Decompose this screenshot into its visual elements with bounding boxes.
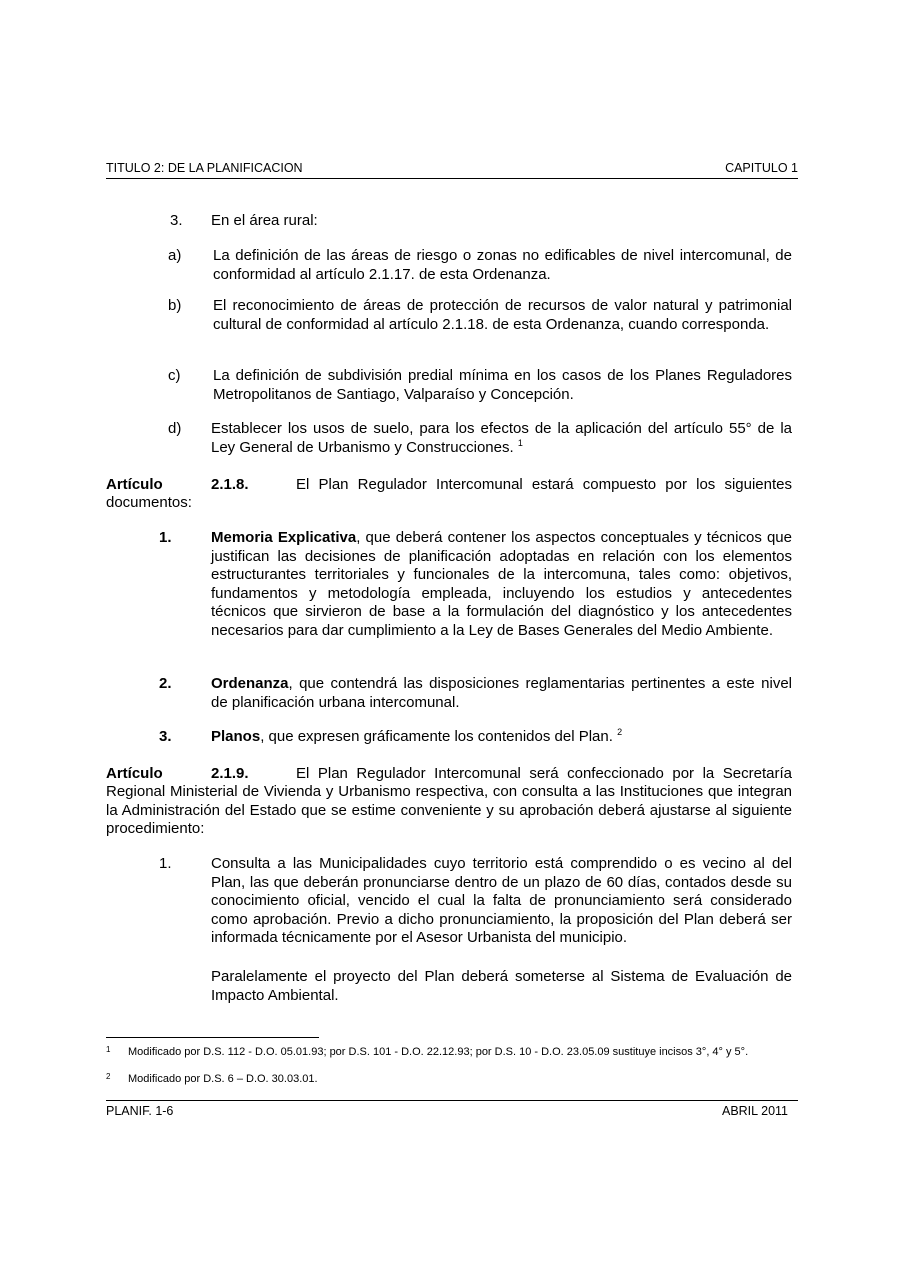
doc-item-1-title: Memoria Explicativa — [211, 529, 357, 546]
article-2-1-9-number: 2.1.9. — [211, 765, 249, 782]
article-2-1-8-number: 2.1.8. — [211, 476, 249, 493]
rural-item-a-text: La definición de las áreas de riesgo o zonas no edificables de nivel intercomunal, de conformidad al artículo 2.1.17. de esta Ordenanza. — [213, 247, 792, 283]
running-header-title: TITULO 2: DE LA PLANIFICACION — [106, 161, 303, 175]
rural-item-b-text: El reconocimiento de áreas de protección de recursos de valor natural y patrimonial cultural de conformidad al artículo 2.1.18. de esta Ordenanza, cuando corresponda. — [213, 297, 792, 333]
rural-heading: En el área rural: — [211, 212, 318, 229]
doc-item-3 — [211, 728, 792, 747]
doc-item-2-number: 2. — [159, 675, 172, 692]
procedure-item-1-text: Consulta a las Municipalidades cuyo territorio está comprendido o es vecino al del Plan, las que deberán pronunciarse dentro de un plazo de 60 días, contados desde su conocimiento oficial, vencido el cual la falta de pronunciamiento será considerado como aprobación. Previo a dicho pronunciamiento, la proposición del Plan deberá ser informada técnicamente por el Asesor Urbanista del municipio. — [211, 855, 792, 946]
doc-item-2 — [211, 675, 792, 712]
doc-item-3-title: Planos — [211, 728, 261, 745]
running-header-chapter: CAPITULO 1 — [725, 161, 798, 175]
rural-item-a-label: a) — [168, 247, 182, 264]
doc-item-3-text: , que expresen gráficamente los contenidos del Plan. — [260, 728, 613, 745]
footnote-1-mark: 1 — [106, 1045, 111, 1054]
rural-item-c-text: La definición de subdivisión predial mínima en los casos de los Planes Reguladores Metropolitanos de Santiago, Valparaíso y Concepción. — [213, 367, 792, 403]
footnote-2-text: Modificado por D.S. 6 – D.O. 30.03.01. — [128, 1073, 318, 1085]
footnote-2-mark: 2 — [106, 1072, 111, 1081]
rural-item-d-text: Establecer los usos de suelo, para los efectos de la aplicación del artículo 55° de la Ley General de Urbanismo y Construcciones. — [211, 420, 792, 456]
article-2-1-9-intro-cont: Regional Ministerial de Vivienda y Urbanismo respectiva, con consulta a las Instituciones que integran la Administración del Estado que se estime conveniente y su aprobación deberá ajustarse al siguiente procedimiento: — [106, 783, 792, 837]
footnote-1-text: Modificado por D.S. 112 - D.O. 05.01.93; por D.S. 101 - D.O. 22.12.93; por D.S. 10 - D.O. 23.05.09 sustituye incisos 3°, 4° y 5°. — [128, 1046, 749, 1058]
footnote-ref-1[interactable]: 1 — [517, 437, 523, 448]
footnote-rule — [106, 1037, 319, 1038]
footer-date: ABRIL 2011 — [721, 1104, 788, 1118]
rural-item-d-label: d) — [168, 420, 182, 437]
doc-item-2-title: Ordenanza — [211, 675, 289, 692]
procedure-item-1-number: 1. — [159, 855, 172, 872]
rural-number: 3. — [170, 212, 183, 229]
article-2-1-8-intro: El Plan Regulador Intercomunal estará compuesto por los siguientes — [296, 476, 792, 493]
doc-item-2-text: , que contendrá las disposiciones reglamentarias pertinentes a este nivel de planificación urbana intercomunal. — [211, 675, 792, 711]
procedure-paragraph: Paralelamente el proyecto del Plan deberá someterse al Sistema de Evaluación de Impacto Ambiental. — [211, 968, 792, 1004]
article-2-1-9-word: Artículo — [106, 765, 163, 782]
doc-item-1-text: , que deberá contener los aspectos conceptuales y técnicos que justifican las decisiones de planificación adoptadas en relación con los elementos estructurantes territoriales y funcionales de la intercomuna, tales como: objetivos, fundamentos y metodología empleada, incluyendo los estudios y antecedentes técnicos que sirvieron de base a la formulación del diagnóstico y los antecedentes necesarios para dar cumplimiento a la Ley de Bases Generales del Medio Ambiente. — [211, 529, 792, 639]
doc-item-1-number: 1. — [159, 529, 172, 546]
rural-item-b-label: b) — [168, 297, 182, 314]
article-2-1-8-word: Artículo — [106, 476, 163, 493]
article-2-1-8-intro-cont: documentos: — [106, 494, 192, 511]
doc-item-3-number: 3. — [159, 728, 172, 745]
header-rule — [106, 178, 798, 179]
footnote-ref-2[interactable]: 2 — [617, 727, 623, 737]
footer-rule — [106, 1100, 798, 1101]
rural-item-c-label: c) — [168, 367, 181, 384]
doc-item-1 — [211, 529, 792, 640]
article-2-1-9-intro: El Plan Regulador Intercomunal será confeccionado por la Secretaría — [296, 765, 792, 782]
rural-item-d — [211, 420, 792, 457]
footer-page-number: PLANIF. 1-6 — [106, 1104, 174, 1118]
